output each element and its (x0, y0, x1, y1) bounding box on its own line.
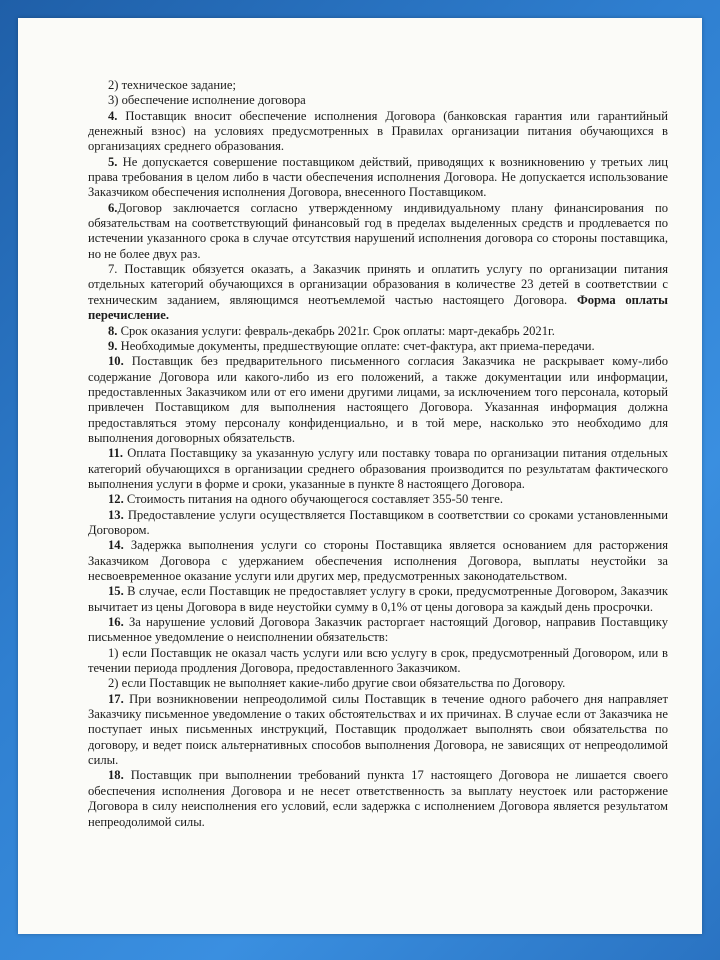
payment-form: Форма оплаты перечисление. (88, 292, 668, 323)
clause-text: Оплата Поставщику за указанную услугу или поставку товара по организации питания отдельных категорий обучающихся в организации среднего образования производится по результатам фактического выполнения услуги в форме и сроки, указанные в пункте 8 настоящего Договора. (88, 446, 668, 491)
clause-number: 10. (108, 354, 124, 369)
clause-12 (88, 492, 668, 507)
clause-text: Договор заключается согласно утвержденному индивидуальному плану финансирования по обязательствам на соответствующий финансовый год в пределах выделенных средств и продлевается по истечении указанного срока в случае отсутствия нарушений исполнения договора со стороны поставщика, но не более двух раз. (88, 200, 668, 261)
list-item-technical-task: 2) техническое задание; (108, 78, 236, 92)
clause-text: Срок оказания услуги: февраль-декабрь 2021г. Срок оплаты: март-декабрь 2021г. (120, 323, 555, 338)
clause-text: Необходимые документы, предшествующие оплате: счет-фактура, акт приема-передачи. (120, 338, 595, 353)
clause-number: 9. (108, 338, 118, 353)
document-body (88, 78, 668, 830)
clause-16-subitem-1: 1) если Поставщик не оказал часть услуги или всю услугу в срок, предусмотренный Договором, или в течении периода продления Договора, предоставленного Заказчиком. (88, 645, 668, 676)
clause-10 (88, 354, 668, 446)
clause-text: Поставщик без предварительного письменного согласия Заказчика не раскрывает кому-либо содержание Договора или какого-либо из его положений, а также документации или информации, предоставленных Заказчиком или от его имени другими лицами, за исключением того персонала, который привлечен Поставщиком для выполнения настоящего Договора. Указанная информация должна предоставляться этому персоналу конфиденциально, и в той мере, насколько это необходимо для выполнения договорных обязательств. (88, 354, 668, 445)
clause-text: Стоимость питания на одного обучающегося составляет 355-50 тенге. (126, 492, 504, 507)
clause-18 (88, 768, 668, 829)
clause-15 (88, 584, 668, 615)
clause-number: 6. (108, 200, 118, 215)
clause-number: 8. (108, 323, 118, 338)
clause-text: Не допускается совершение поставщиком действий, приводящих к возникновению у третьих лиц права требования в целом либо в части обеспечения исполнения Договора. Не допускается использование Заказчиком обеспечения исполнения Договора, внесенного Поставщиком. (88, 154, 668, 200)
clause-text: За нарушение условий Договора Заказчик расторгает настоящий Договор, направив Поставщику письменное уведомление о неисполнении обязательств: (88, 615, 668, 645)
clause-17 (88, 692, 668, 769)
clause-16 (88, 615, 668, 646)
clause-14 (88, 538, 668, 584)
clause-text: Предоставление услуги осуществляется Поставщиком в соответствии со сроками установленными Договором. (88, 507, 668, 537)
clause-text: Поставщик обязуется оказать, а Заказчик принять и оплатить услугу по организации питания отдельных категорий обучающихся в организации образования в количестве 23 детей в соответствии с техническим заданием, являющимся неотъемлемой частью настоящего Договора. (88, 262, 668, 307)
clause-5 (88, 155, 668, 201)
clause-text: Поставщик при выполнении требований пункта 17 настоящего Договора не лишается своего обеспечения исполнения Договора и не несет ответственность за выплату неустоек или расторжение Договора в силу неисполнения его условий, если задержка с исполнением Договора является результатом непреодолимой силы. (88, 768, 668, 829)
clause-text: Поставщик вносит обеспечение исполнения Договора (банковская гарантия или гарантийный денежный взнос) на условиях предусмотренных в Правилах организации питания обучающихся в организациях среднего образования. (88, 108, 669, 154)
list-item-contract-security: 3) обеспечение исполнение договора (108, 93, 306, 108)
clause-number: 4. (108, 108, 118, 123)
clause-8 (88, 324, 668, 339)
clause-text: В случае, если Поставщик не предоставляет услугу в сроки, предусмотренные Договором, Заказчик вычитает из цены Договора в виде неустойки сумму в 0,1% от цены договора за каждый день просрочки. (88, 584, 668, 614)
clause-7 (88, 262, 668, 323)
clause-number: 5. (108, 154, 118, 169)
clause-number: 15. (108, 584, 124, 599)
clause-number: 18. (108, 768, 124, 783)
clause-number: 7. (108, 262, 118, 277)
document-page (18, 18, 702, 934)
clause-text: При возникновении непреодолимой силы Поставщик в течение одного рабочего дня направляет Заказчику письменное уведомление о таких обстоятельствах и их причинах. В случае если от Заказчика не поступает иных письменных инструкций, Поставщик продолжает выполнять свои обязательства по договору, и ведет поиск альтернативных способов выполнения Договора, не зависящих от непреодолимой силы. (88, 691, 669, 768)
clause-number: 11. (108, 446, 124, 461)
clause-9 (88, 339, 668, 354)
clause-number: 16. (108, 615, 124, 630)
clause-number: 17. (108, 691, 124, 706)
clause-number: 12. (108, 492, 124, 507)
clause-text: Задержка выполнения услуги со стороны Поставщика является основанием для расторжения Заказчиком Договора с удержанием обеспечения исполнения Договора, выплаты неустойки за несвоевременное оказание услуги или других мер, предусмотренных законодательством. (88, 538, 668, 583)
clause-number: 14. (108, 538, 124, 553)
clause-16-subitem-2: 2) если Поставщик не выполняет какие-либо другие свои обязательства по Договору. (108, 676, 566, 691)
clause-13 (88, 508, 668, 539)
clause-11 (88, 446, 668, 492)
clause-6 (88, 201, 668, 262)
clause-number: 13. (108, 507, 124, 522)
clause-4 (88, 109, 668, 155)
